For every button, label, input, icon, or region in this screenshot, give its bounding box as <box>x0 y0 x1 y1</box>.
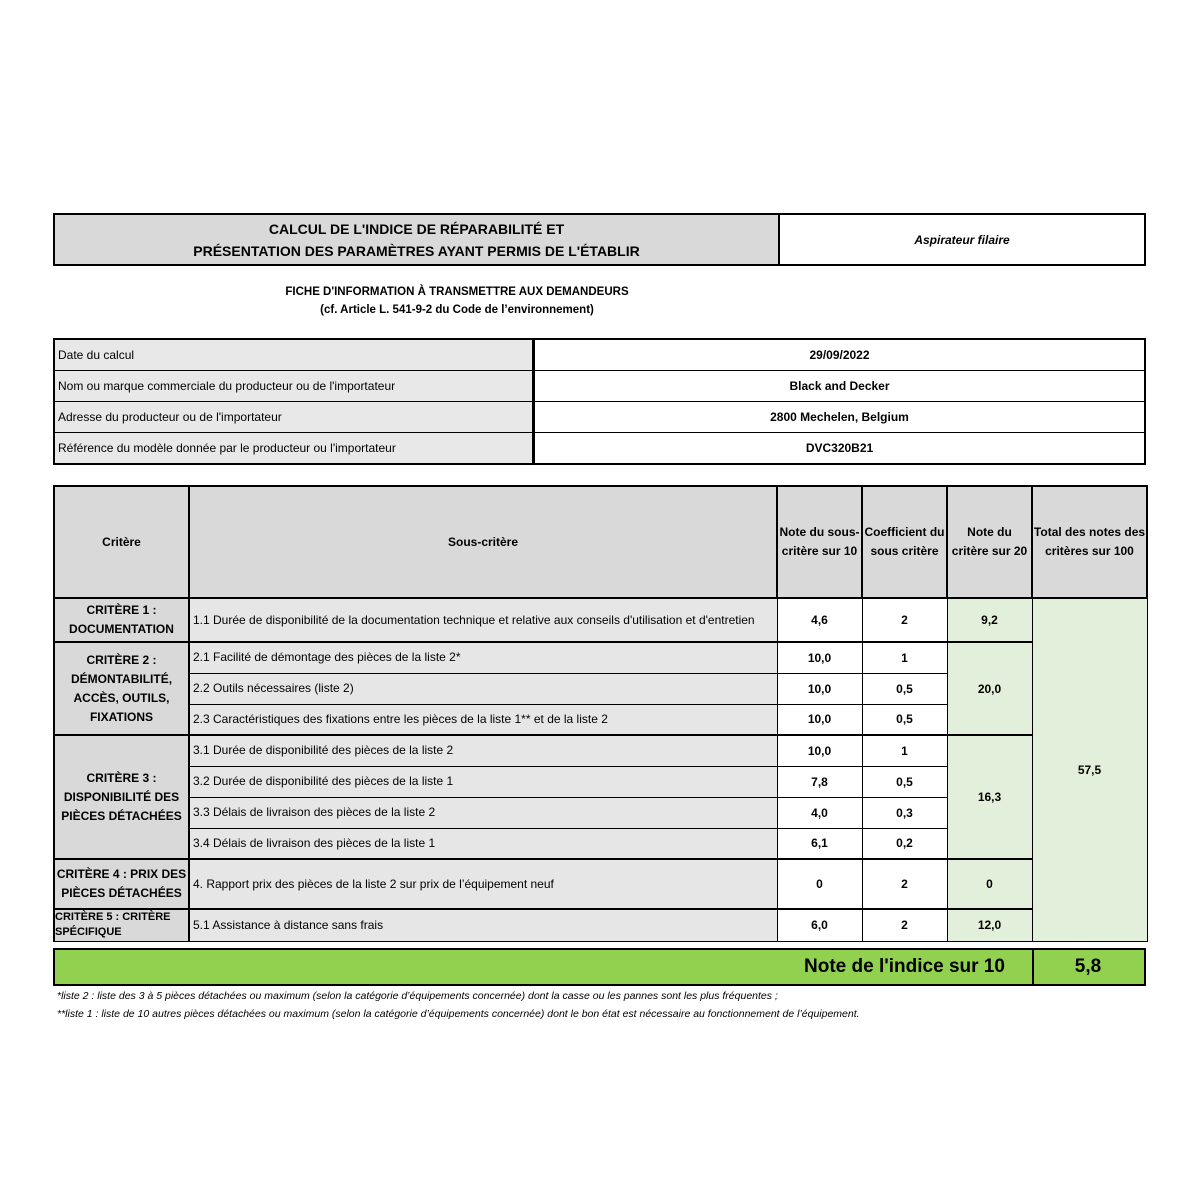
info-value: 29/09/2022 <box>534 339 1146 371</box>
header-block <box>53 213 1146 266</box>
final-score-label: Note de l'indice sur 10 <box>777 950 1034 984</box>
subcriterion-note: 10,0 <box>777 673 862 704</box>
subcriterion-coef: 0,3 <box>862 797 947 828</box>
subcriterion-label: 1.1 Durée de disponibilité de la documentation technique et relative aux conseils d'utilisation et d'entretien <box>189 598 777 642</box>
criterion-5-note: 12,0 <box>947 909 1032 941</box>
subcriterion-label: 3.2 Durée de disponibilité des pièces de la liste 1 <box>189 766 777 797</box>
subcriterion-note: 0 <box>777 859 862 909</box>
fiche-line-1: FICHE D'INFORMATION À TRANSMETTRE AUX DEMANDEURS <box>285 286 629 298</box>
total-100: 57,5 <box>1032 598 1147 941</box>
criterion-4-note: 0 <box>947 859 1032 909</box>
header-coefficient: Coefficient du sous critère <box>862 486 947 598</box>
subcriterion-label: 4. Rapport prix des pièces de la liste 2 sur prix de l’équipement neuf <box>189 859 777 909</box>
criterion-3-label: CRITÈRE 3 : DISPONIBILITÉ DES PIÈCES DÉTACHÉES <box>54 735 189 859</box>
subcriterion-label: 3.4 Délais de livraison des pièces de la liste 1 <box>189 828 777 859</box>
info-row <box>54 339 1145 371</box>
subcriterion-coef: 1 <box>862 735 947 766</box>
final-score-value: 5,8 <box>1074 956 1102 977</box>
header-critere: Critère <box>54 486 189 598</box>
criterion-5-label: CRITÈRE 5 : CRITÈRE SPÉCIFIQUE <box>54 909 189 941</box>
info-row <box>54 433 1145 465</box>
subcriterion-label: 2.3 Caractéristiques des fixations entre les pièces de la liste 1** et de la liste 2 <box>189 704 777 735</box>
info-label: Adresse du producteur ou de l'importateur <box>54 402 534 433</box>
subcriterion-label: 3.3 Délais de livraison des pièces de la liste 2 <box>189 797 777 828</box>
subcriterion-note: 4,0 <box>777 797 862 828</box>
criterion-2-note: 20,0 <box>947 642 1032 735</box>
criterion-2-label: CRITÈRE 2 : DÉMONTABILITÉ, ACCÈS, OUTILS, FIXATIONS <box>54 642 189 735</box>
criteria-table <box>53 485 1148 942</box>
header-sous-critere: Sous-critère <box>189 486 777 598</box>
header-total: Total des notes des critères sur 100 <box>1032 486 1147 598</box>
fiche-subtitle <box>53 283 861 319</box>
header-note-sous: Note du sous-critère sur 10 <box>777 486 862 598</box>
subcriterion-note: 7,8 <box>777 766 862 797</box>
info-table <box>53 338 1146 465</box>
subcriterion-coef: 0,2 <box>862 828 947 859</box>
subcriterion-label: 5.1 Assistance à distance sans frais <box>189 909 777 941</box>
fiche-line-2: (cf. Article L. 541-9-2 du Code de l’environnement) <box>320 304 594 316</box>
info-row <box>54 402 1145 433</box>
subcriterion-note: 10,0 <box>777 735 862 766</box>
info-label: Référence du modèle donnée par le producteur ou l'importateur <box>54 433 534 465</box>
subcriterion-coef: 0,5 <box>862 673 947 704</box>
subcriterion-coef: 2 <box>862 859 947 909</box>
info-value: 2800 Mechelen, Belgium <box>534 402 1146 433</box>
title-cell <box>55 215 780 264</box>
footnote-1: *liste 2 : liste des 3 à 5 pièces détachées ou maximum (selon la catégorie d’équipements concernée) dont la casse ou les pannes sont les plus fréquentes ; <box>57 990 778 1002</box>
table-row <box>54 909 1147 941</box>
criterion-3-note: 16,3 <box>947 735 1032 859</box>
table-row <box>54 735 1147 766</box>
title-line-2: PRÉSENTATION DES PARAMÈTRES AYANT PERMIS DE L'ÉTABLIR <box>193 242 640 259</box>
subcriterion-label: 3.1 Durée de disponibilité des pièces de la liste 2 <box>189 735 777 766</box>
subcriterion-note: 10,0 <box>777 642 862 673</box>
criterion-4-label: CRITÈRE 4 : PRIX DES PIÈCES DÉTACHÉES <box>54 859 189 909</box>
subcriterion-note: 10,0 <box>777 704 862 735</box>
table-row <box>54 598 1147 642</box>
subcriterion-note: 6,0 <box>777 909 862 941</box>
info-row <box>54 371 1145 402</box>
table-row <box>54 859 1147 909</box>
header-note-critere: Note du critère sur 20 <box>947 486 1032 598</box>
criterion-1-note: 9,2 <box>947 598 1032 642</box>
subcriterion-coef: 2 <box>862 909 947 941</box>
subcriterion-coef: 0,5 <box>862 766 947 797</box>
info-value: Black and Decker <box>534 371 1146 402</box>
subcriterion-label: 2.1 Facilité de démontage des pièces de la liste 2* <box>189 642 777 673</box>
final-score-row <box>53 948 1146 986</box>
subcriterion-coef: 0,5 <box>862 704 947 735</box>
product-type: Aspirateur filaire <box>914 232 1010 247</box>
info-value: DVC320B21 <box>534 433 1146 465</box>
table-row <box>54 642 1147 673</box>
criterion-1-label: CRITÈRE 1 : DOCUMENTATION <box>54 598 189 642</box>
subcriterion-note: 4,6 <box>777 598 862 642</box>
footnote-2: **liste 1 : liste de 10 autres pièces détachées ou maximum (selon la catégorie d’équipements concernée) dont le bon état est nécessaire au fonctionnement de l’équipement. <box>57 1008 860 1020</box>
info-label: Date du calcul <box>54 339 534 371</box>
subcriterion-coef: 1 <box>862 642 947 673</box>
title-line-1: CALCUL DE L'INDICE DE RÉPARABILITÉ ET <box>268 220 565 237</box>
table-header-row <box>54 486 1147 598</box>
subcriterion-coef: 2 <box>862 598 947 642</box>
info-label: Nom ou marque commerciale du producteur ou de l'importateur <box>54 371 534 402</box>
subcriterion-label: 2.2 Outils nécessaires (liste 2) <box>189 673 777 704</box>
subcriterion-note: 6,1 <box>777 828 862 859</box>
